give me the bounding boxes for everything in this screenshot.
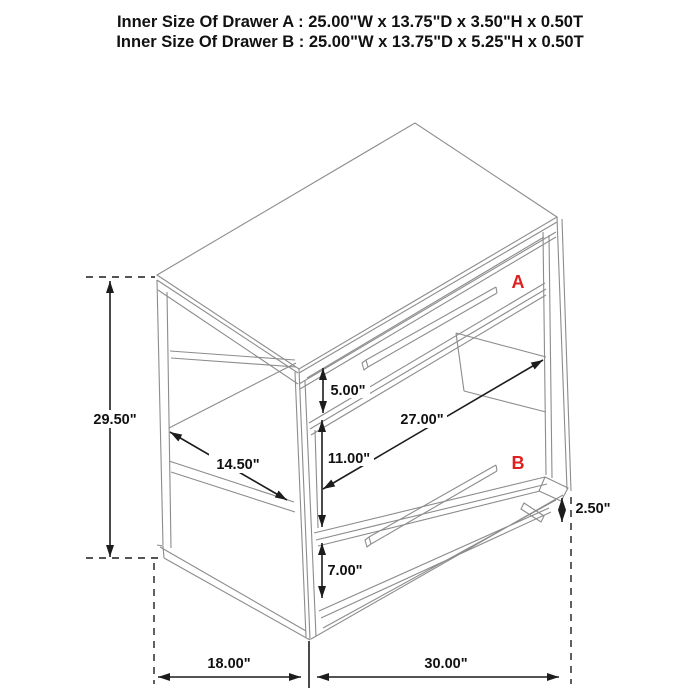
- base-lines: [157, 545, 310, 640]
- dim-overall-width-label: 30.00": [424, 656, 468, 672]
- dim-opening-width-label: 27.00": [400, 412, 444, 428]
- dim-overall-height-label: 29.50": [93, 412, 137, 428]
- dim-opening-height-label: 11.00": [327, 451, 371, 467]
- label-backgrounds: [89, 380, 613, 578]
- dim-overall-depth-label: 18.00": [207, 656, 251, 672]
- side-opening-lines: [169, 351, 296, 512]
- dim-drawer-a-face-label: 5.00": [330, 383, 366, 399]
- shelf-interior-lines: [315, 333, 546, 528]
- top-panel-edges: [157, 222, 557, 389]
- drawer-a-face: [307, 237, 546, 435]
- top-panel-outline: [157, 123, 557, 369]
- drawer-b-label: B: [511, 453, 525, 473]
- shelf-floor-band: [314, 477, 568, 546]
- dim-drawer-b-face-label: 7.00": [327, 563, 363, 579]
- dim-base-height-label: 2.50": [575, 501, 611, 517]
- drawer-a-label: A: [511, 272, 525, 292]
- dim-shelf-depth-label: 14.50": [216, 457, 260, 473]
- header-drawer-b-size: Inner Size Of Drawer B : 25.00"W x 13.75"D x 5.25"H x 0.50T: [116, 33, 584, 51]
- header-drawer-a-size: Inner Size Of Drawer A : 25.00"W x 13.75"D x 3.50"H x 0.50T: [116, 13, 584, 31]
